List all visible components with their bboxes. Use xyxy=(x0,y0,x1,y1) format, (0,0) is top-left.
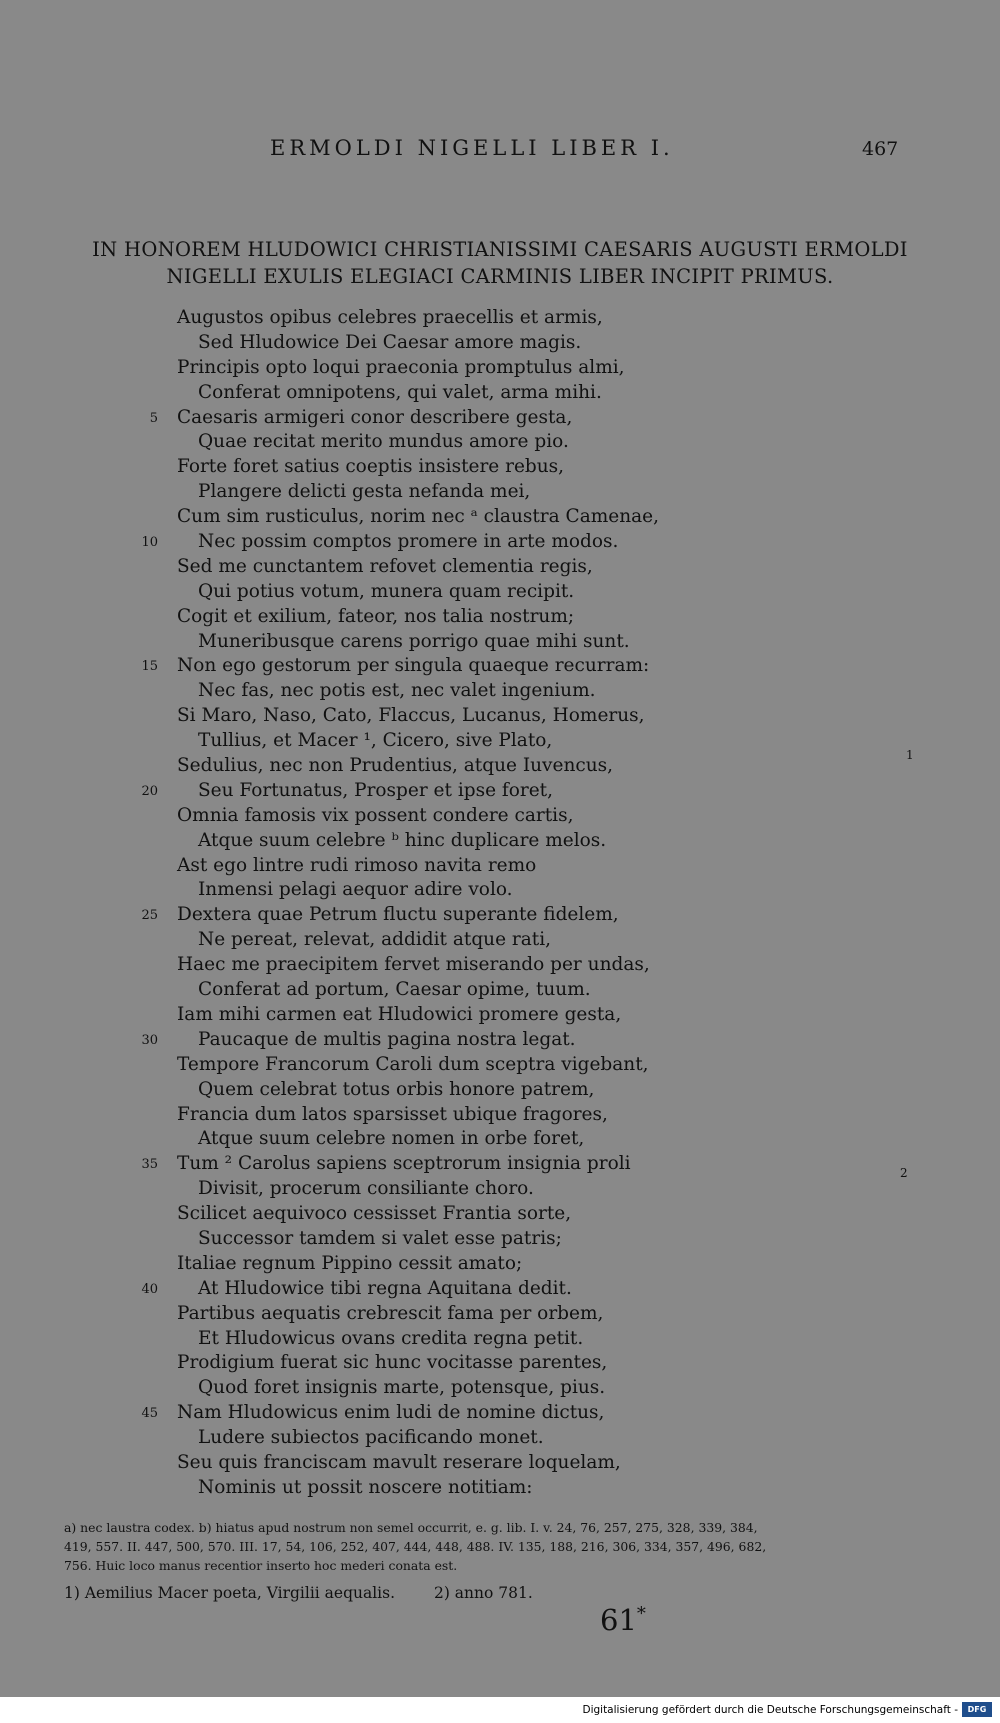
verse-line xyxy=(0,1127,1000,1152)
verse-line xyxy=(0,1003,1000,1028)
verse-text: Haec me praecipitem fervet miserando per undas, xyxy=(177,954,650,976)
verse-text: At Hludowice tibi regna Aquitana dedit. xyxy=(198,1277,572,1299)
dfg-logo-icon: DFG xyxy=(962,1702,992,1717)
line-number: 30 xyxy=(141,1032,158,1048)
verse-line xyxy=(0,356,1000,381)
line-number: 45 xyxy=(141,1406,158,1422)
verse-line xyxy=(0,1152,1000,1177)
margin-mark: 1 xyxy=(906,748,914,762)
verse-line xyxy=(0,854,1000,879)
verse-line xyxy=(0,480,1000,505)
verse-line xyxy=(0,1351,1000,1376)
verse-text: Tempore Francorum Caroli dum sceptra vigebant, xyxy=(177,1053,649,1075)
apparatus-line: 419, 557. II. 447, 500, 570. III. 17, 54, 106, 252, 407, 444, 448, 488. IV. 135, 188, 216, 306, 334, 357, 496, 682, xyxy=(64,1539,767,1554)
verse-text: Inmensi pelagi aequor adire volo. xyxy=(198,879,513,901)
verse-text: Atque suum celebre nomen in orbe foret, xyxy=(198,1128,585,1150)
verse-text: Conferat omnipotens, qui valet, arma mihi. xyxy=(198,381,602,403)
verse-line xyxy=(0,555,1000,580)
margin-mark: 2 xyxy=(900,1166,908,1180)
verse-line xyxy=(0,953,1000,978)
verse-text: Iam mihi carmen eat Hludowici promere gesta, xyxy=(177,1003,622,1025)
verse-text: Si Maro, Naso, Cato, Flaccus, Lucanus, Homerus, xyxy=(177,705,645,727)
verse-line xyxy=(0,306,1000,331)
footnote: 2) anno 781. xyxy=(433,1584,533,1602)
page-number: 467 xyxy=(862,138,899,160)
verse-line xyxy=(0,331,1000,356)
verse-line xyxy=(0,654,1000,679)
verse-line xyxy=(0,406,1000,431)
verse-text: Ne pereat, relevat, addidit atque rati, xyxy=(198,929,552,951)
verse-line xyxy=(0,1302,1000,1327)
verse-text: Quae recitat merito mundus amore pio. xyxy=(198,431,569,453)
verse-line xyxy=(0,455,1000,480)
verse-line xyxy=(0,505,1000,530)
verse-text: Cum sim rusticulus, norim nec ᵃ claustra Camenae, xyxy=(177,506,660,528)
verse-line xyxy=(0,704,1000,729)
verse-text: Divisit, procerum consiliante choro. xyxy=(198,1178,534,1200)
verse-text: Scilicet aequivoco cessisset Frantia sorte, xyxy=(177,1203,572,1225)
verse-text: Successor tamdem si valet esse patris; xyxy=(198,1227,562,1249)
verse-text: Augustos opibus celebres praecellis et armis, xyxy=(177,307,603,328)
verse-text: Caesaris armigeri conor describere gesta, xyxy=(177,406,573,428)
signature-star: * xyxy=(636,1603,646,1625)
verse-text: Prodigium fuerat sic hunc vocitasse parentes, xyxy=(177,1352,608,1374)
line-number: 20 xyxy=(141,783,158,799)
line-number: 15 xyxy=(141,659,158,675)
signature-mark xyxy=(600,1603,646,1637)
apparatus-line: 756. Huic loco manus recentior inserto hoc mederi conata est. xyxy=(64,1558,458,1573)
verse-text: Tum ² Carolus sapiens sceptrorum insignia proli xyxy=(177,1153,631,1175)
verse-line xyxy=(0,754,1000,779)
verse-line xyxy=(0,430,1000,455)
verse-line xyxy=(0,530,1000,555)
verse-line xyxy=(0,580,1000,605)
verse-text: Principis opto loqui praeconia promptulus almi, xyxy=(177,356,625,378)
verse-line xyxy=(0,1426,1000,1451)
book-title-line: NIGELLI EXULIS ELEGIACI CARMINIS LIBER INCIPIT PRIMUS. xyxy=(166,265,834,288)
verse-text: Dextera quae Petrum fluctu superante fidelem, xyxy=(177,904,619,926)
verse-text: Ast ego lintre rudi rimoso navita remo xyxy=(177,854,537,876)
verse-text: Sedulius, nec non Prudentius, atque Iuvencus, xyxy=(177,755,614,777)
verse-line xyxy=(0,1401,1000,1426)
verse-text: Nominis ut possit noscere notitiam: xyxy=(198,1476,533,1498)
signature-number: 61 xyxy=(600,1603,637,1637)
verse-text: Quod foret insignis marte, potensque, pius. xyxy=(198,1377,606,1399)
apparatus-line: a) nec laustra codex. b) hiatus apud nostrum non semel occurrit, e. g. lib. I. v. 24, 76, 257, 275, 328, 339, 384, xyxy=(64,1520,758,1535)
verse-line xyxy=(0,679,1000,704)
verse-line xyxy=(0,630,1000,655)
verse-text: Partibus aequatis crebrescit fama per orbem, xyxy=(177,1302,604,1324)
verse-text: Nam Hludowicus enim ludi de nomine dictus, xyxy=(177,1402,605,1424)
verse-text: Qui potius votum, munera quam recipit. xyxy=(198,580,575,602)
verse-text: Nec possim comptos promere in arte modos. xyxy=(198,531,619,553)
line-number: 10 xyxy=(141,535,158,551)
verse-text: Non ego gestorum per singula quaeque recurram: xyxy=(177,655,650,677)
digitization-credit: Digitalisierung gefördert durch die Deutsche Forschungsgemeinschaft - xyxy=(582,1704,958,1716)
verse-line xyxy=(0,1053,1000,1078)
verse-line xyxy=(0,605,1000,630)
verse-text: Cogit et exilium, fateor, nos talia nostrum; xyxy=(177,605,575,627)
verse-line xyxy=(0,1451,1000,1476)
footnotes xyxy=(64,1584,894,1602)
book-title-line: IN HONOREM HLUDOWICI CHRISTIANISSIMI CAESARIS AUGUSTI ERMOLDI xyxy=(92,238,908,261)
verse-line xyxy=(0,878,1000,903)
verse-line xyxy=(0,829,1000,854)
verse-text: Omnia famosis vix possent condere cartis, xyxy=(177,804,574,826)
verse-line xyxy=(0,381,1000,406)
verse-line xyxy=(0,1202,1000,1227)
verse-line xyxy=(0,1103,1000,1128)
verse-line xyxy=(0,1476,1000,1501)
verse-line xyxy=(0,729,1000,754)
verse-text: Forte foret satius coeptis insistere rebus, xyxy=(177,456,565,478)
verse-text: Sed Hludowice Dei Caesar amore magis. xyxy=(198,331,582,353)
verse-text: Atque suum celebre ᵇ hinc duplicare melos. xyxy=(198,829,607,851)
verse-line xyxy=(0,978,1000,1003)
running-title: ERMOLDI NIGELLI LIBER I. xyxy=(270,136,674,160)
verse-text: Ludere subiectos pacificando monet. xyxy=(198,1427,544,1449)
verse-text: Italiae regnum Pippino cessit amato; xyxy=(177,1252,523,1274)
verse-line xyxy=(0,1227,1000,1252)
line-number: 40 xyxy=(141,1281,158,1297)
verse-line xyxy=(0,1277,1000,1302)
verse-text: Conferat ad portum, Caesar opime, tuum. xyxy=(198,979,591,1001)
verse-line xyxy=(0,1327,1000,1352)
book-title xyxy=(60,236,940,290)
verse-text: Sed me cunctantem refovet clementia regis, xyxy=(177,555,593,577)
footnote: 1) Aemilius Macer poeta, Virgilii aequalis. xyxy=(64,1584,396,1602)
verse-line xyxy=(0,928,1000,953)
verse-text: Tullius, et Macer ¹, Cicero, sive Plato, xyxy=(198,730,553,752)
verse-text: Seu quis franciscam mavult reserare loquelam, xyxy=(177,1451,621,1473)
verse-text: Seu Fortunatus, Prosper et ipse foret, xyxy=(198,779,553,801)
verse-line xyxy=(0,1252,1000,1277)
line-number: 35 xyxy=(141,1157,158,1173)
verse-line xyxy=(0,1028,1000,1053)
verse-line xyxy=(0,1078,1000,1103)
verse-line xyxy=(0,1177,1000,1202)
verse-text: Paucaque de multis pagina nostra legat. xyxy=(198,1028,576,1050)
line-number: 25 xyxy=(141,908,158,924)
verse-text: Muneribusque carens porrigo quae mihi sunt. xyxy=(198,630,630,652)
verse-line xyxy=(0,779,1000,804)
critical-apparatus xyxy=(64,1518,894,1575)
verse-text: Francia dum latos sparsisset ubique fragores, xyxy=(177,1103,608,1125)
running-head xyxy=(0,136,1000,166)
verse-text: Plangere delicti gesta nefanda mei, xyxy=(198,481,531,503)
verse-line xyxy=(0,804,1000,829)
poem-text xyxy=(0,306,1000,1501)
verse-line xyxy=(0,903,1000,928)
verse-text: Quem celebrat totus orbis honore patrem, xyxy=(198,1078,595,1100)
verse-text: Nec fas, nec potis est, nec valet ingenium. xyxy=(198,680,596,702)
verse-text: Et Hludowicus ovans credita regna petit. xyxy=(198,1327,584,1349)
line-number: 5 xyxy=(149,410,158,426)
footer-bar xyxy=(0,1697,1000,1723)
verse-line xyxy=(0,1376,1000,1401)
